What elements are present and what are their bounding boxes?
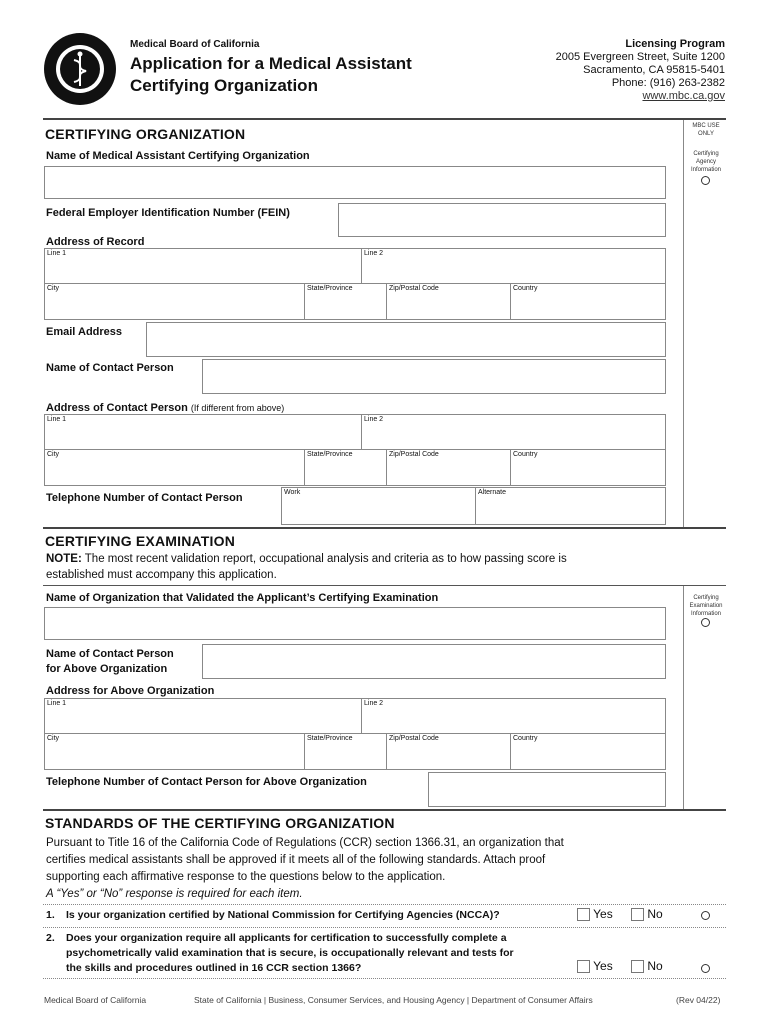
side-column-divider (683, 120, 684, 528)
contact-line1-field[interactable]: Line 1 (44, 414, 362, 450)
contact-block (556, 38, 725, 103)
exam-info-radio[interactable] (701, 618, 710, 627)
contact-address-label: Address of Contact Person (If different from above) (46, 402, 285, 414)
record-city-field[interactable]: City (44, 283, 305, 320)
org-name-field[interactable] (44, 166, 666, 199)
program-name: Licensing Program (625, 38, 725, 50)
side-exam-info: Certifying Examination Information (689, 595, 723, 617)
validated-org-field[interactable] (44, 607, 666, 640)
form-title-line2: Certifying Organization (130, 76, 318, 95)
question-2-number: 2. (46, 932, 55, 944)
q2-yes-checkbox[interactable] (577, 960, 590, 973)
above-org-phone-label: Telephone Number of Contact Person for Above Organization (46, 776, 367, 788)
section-certifying-examination: CERTIFYING EXAMINATION (45, 533, 236, 549)
org-name-label: Name of Medical Assistant Certifying Organization (46, 150, 310, 162)
contact-state-field[interactable]: State/Province (304, 449, 387, 486)
exam-note-divider (43, 585, 726, 586)
above-state-field[interactable]: State/Province (304, 733, 387, 770)
email-label: Email Address (46, 326, 123, 338)
record-line2-field[interactable]: Line 2 (361, 248, 666, 284)
above-zip-field[interactable]: Zip/Postal Code (386, 733, 511, 770)
address-line1: 2005 Evergreen Street, Suite 1200 (555, 51, 725, 63)
above-line1-field[interactable]: Line 1 (44, 698, 362, 734)
question-2-text: Does your organization require all applicants for certification to successfully complete a psychometrically valid examination that is secure, is occupationally relevant and tests for the skills and procedures outlined in 16 CCR section 1366? (66, 932, 514, 974)
q1-no-checkbox[interactable] (631, 908, 644, 921)
above-country-field[interactable]: Country (510, 733, 666, 770)
address-line2: Sacramento, CA 95815-5401 (583, 64, 725, 76)
q2-yes-option[interactable]: Yes (577, 959, 613, 973)
above-org-address-label: Address for Above Organization (46, 685, 215, 697)
footer-left: Medical Board of California (44, 995, 147, 1005)
phone-number: Phone: (916) 263-2382 (611, 77, 725, 89)
question-1-text: Is your organization certified by National Commission for Certifying Agencies (NCCA)? (66, 909, 500, 921)
q1-bottom-divider (43, 927, 726, 928)
q1-yes-checkbox[interactable] (577, 908, 590, 921)
above-org-contact-label: Name of Contact Person for Above Organization (46, 648, 174, 675)
section-standards: STANDARDS OF THE CERTIFYING ORGANIZATION (45, 815, 395, 831)
agency-info-radio[interactable] (701, 176, 710, 185)
side-column-divider-2 (683, 585, 684, 809)
record-zip-field[interactable]: Zip/Postal Code (386, 283, 511, 320)
question-1-number: 1. (46, 909, 55, 921)
above-org-phone-field[interactable] (428, 772, 666, 807)
org-name-small: Medical Board of California (130, 39, 260, 50)
validated-org-label: Name of Organization that Validated the Applicant’s Certifying Examination (46, 592, 439, 604)
q1-top-divider (43, 904, 726, 905)
contact-line2-field[interactable]: Line 2 (361, 414, 666, 450)
section-divider-1 (43, 527, 726, 529)
work-phone-field[interactable]: Work (281, 487, 476, 525)
above-line2-field[interactable]: Line 2 (361, 698, 666, 734)
record-state-field[interactable]: State/Province (304, 283, 387, 320)
section-divider-2 (43, 809, 726, 811)
exam-note: NOTE: The most recent validation report, occupational analysis and criteria as to how passing score is established must accompany this application. (46, 553, 567, 581)
standards-paragraph: Pursuant to Title 16 of the California Code of Regulations (CCR) section 1366.31, an organization that certifies medical assistants shall be approved if it meets all of the following standards. Attach proof supporting each affirmative response to the questions below to the application. A “Yes” or “No” response is required for each item. (46, 837, 564, 900)
q2-no-checkbox[interactable] (631, 960, 644, 973)
alternate-phone-field[interactable]: Alternate (475, 487, 666, 525)
contact-name-field[interactable] (202, 359, 666, 394)
side-agency-info: Certifying Agency Information (690, 151, 721, 173)
mbc-use-only: MBC USE ONLY (692, 123, 720, 137)
email-field[interactable] (146, 322, 666, 357)
fein-field[interactable] (338, 203, 666, 237)
medical-board-seal (43, 32, 117, 106)
footer-center: State of California | Business, Consumer Services, and Housing Agency | Department of Consumer Affairs (194, 995, 593, 1005)
footer-revision: (Rev 04/22) (676, 995, 721, 1005)
q1-mbc-radio[interactable] (701, 911, 710, 920)
q2-mbc-radio[interactable] (701, 964, 710, 973)
contact-city-field[interactable]: City (44, 449, 305, 486)
header-divider (43, 118, 726, 120)
record-line1-field[interactable]: Line 1 (44, 248, 362, 284)
q2-bottom-divider (43, 978, 726, 979)
contact-phone-label: Telephone Number of Contact Person (46, 492, 243, 504)
q1-no-option[interactable]: No (631, 907, 663, 921)
website-link[interactable]: www.mbc.ca.gov (642, 90, 725, 102)
form-title-line1: Application for a Medical Assistant (130, 54, 412, 73)
record-country-field[interactable]: Country (510, 283, 666, 320)
contact-name-label: Name of Contact Person (46, 362, 174, 374)
address-of-record-label: Address of Record (46, 236, 145, 248)
above-org-contact-field[interactable] (202, 644, 666, 679)
section-certifying-organization: CERTIFYING ORGANIZATION (45, 126, 246, 142)
contact-country-field[interactable]: Country (510, 449, 666, 486)
q1-yes-option[interactable]: Yes (577, 907, 613, 921)
q2-no-option[interactable]: No (631, 959, 663, 973)
fein-label: Federal Employer Identification Number (FEIN) (46, 207, 290, 219)
contact-zip-field[interactable]: Zip/Postal Code (386, 449, 511, 486)
above-city-field[interactable]: City (44, 733, 305, 770)
